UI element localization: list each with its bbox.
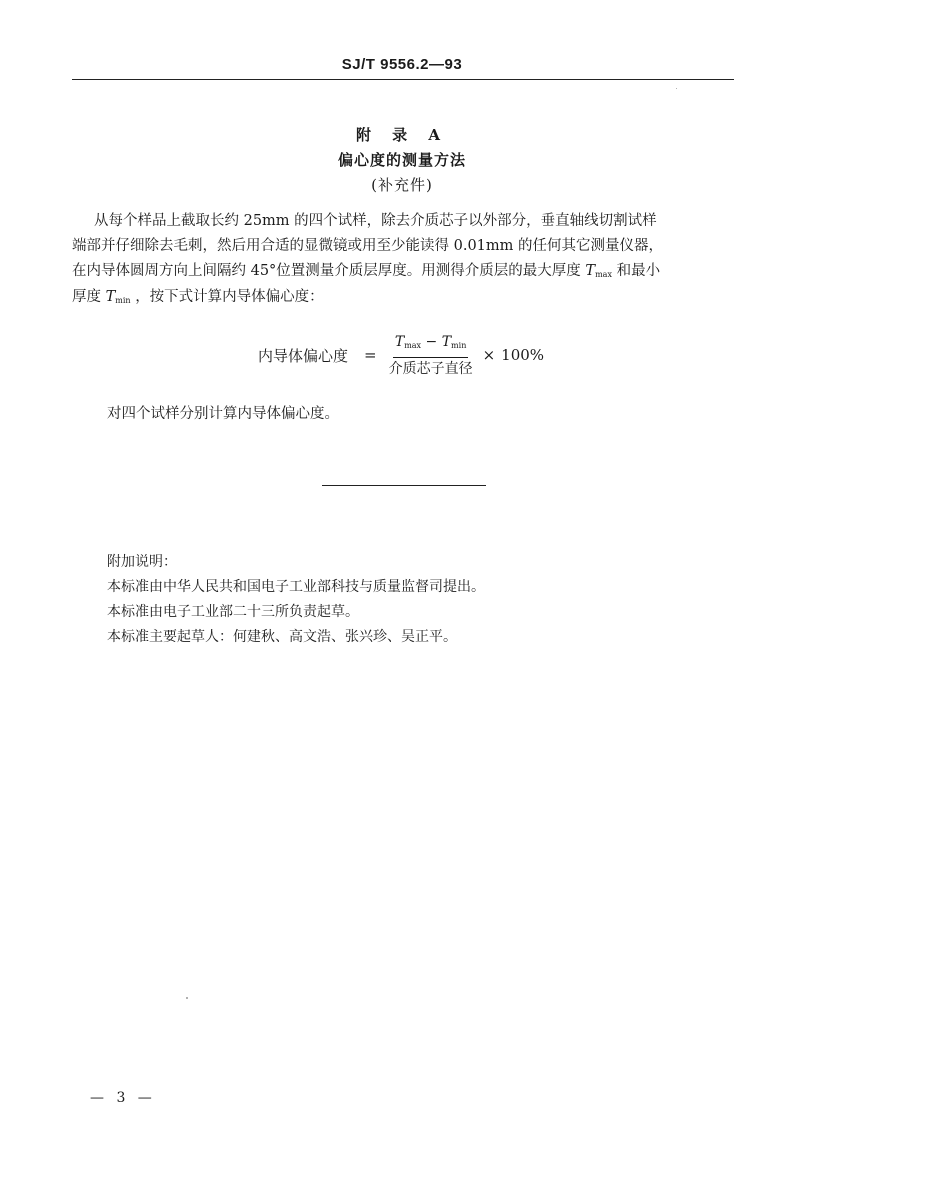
scan-speck: [186, 997, 188, 999]
formula-fraction: [389, 333, 473, 378]
appendix-title: 偏心度的测量方法: [337, 151, 466, 169]
body-line-4-head: 厚度: [72, 289, 101, 305]
t-min-subscript: min: [115, 296, 131, 305]
body-line-1: 从每个样品上截取长约 25mm 的四个试样，除去介质芯子以外部分，垂直轴线切割试样: [94, 213, 657, 229]
closing-sentence: 对四个试样分别计算内导体偏心度。: [107, 406, 339, 422]
note-item: 本标准由中华人民共和国电子工业部科技与质量监督司提出。: [107, 579, 485, 595]
body-line-3: [72, 259, 660, 287]
body-line-3-text: 在内导体圆周方向上间隔约 45°位置测量介质层厚度。用测得介质层的最大厚度: [72, 263, 581, 279]
formula-percent: 100%: [501, 346, 545, 364]
scan-speck: [676, 88, 677, 89]
t-max-symbol: $T_{max}$: [585, 263, 612, 279]
t-min-symbol: $T_{min}$: [105, 289, 131, 305]
body-line-4-tail: ，按下式计算内导体偏心度：: [135, 289, 324, 305]
header-divider: [72, 79, 734, 80]
note-item: 本标准由电子工业部二十三所负责起草。: [107, 604, 359, 620]
body-line-3-tail: 和最小: [616, 263, 661, 279]
section-divider: [322, 485, 486, 486]
formula-equals: =: [364, 346, 377, 364]
formula-denominator: 介质芯子直径: [388, 360, 473, 377]
body-line-2: 端部并仔细除去毛刺，然后用合适的显微镜或用至少能读得 0.01mm 的任何其它测量仪器，: [72, 238, 663, 254]
eccentricity-formula: [258, 330, 544, 380]
appendix-subtitle: (补充件): [371, 176, 433, 194]
formula-minus: −: [425, 333, 438, 350]
formula-times: ×: [482, 346, 496, 364]
appendix-label: 附 录 A: [355, 126, 449, 144]
standard-code: SJ/T 9556.2—93: [341, 56, 463, 73]
formula-numerator: $T_{max} - T_{min}$: [393, 333, 469, 358]
notes-title: 附加说明：: [107, 554, 177, 570]
page-number: — 3 —: [90, 1090, 156, 1106]
note-item: 本标准主要起草人：何建秋、高文浩、张兴珍、吴正平。: [107, 629, 457, 645]
formula-label: 内导体偏心度: [258, 346, 349, 365]
body-line-4: [72, 285, 324, 313]
t-max-subscript: max: [595, 270, 612, 279]
